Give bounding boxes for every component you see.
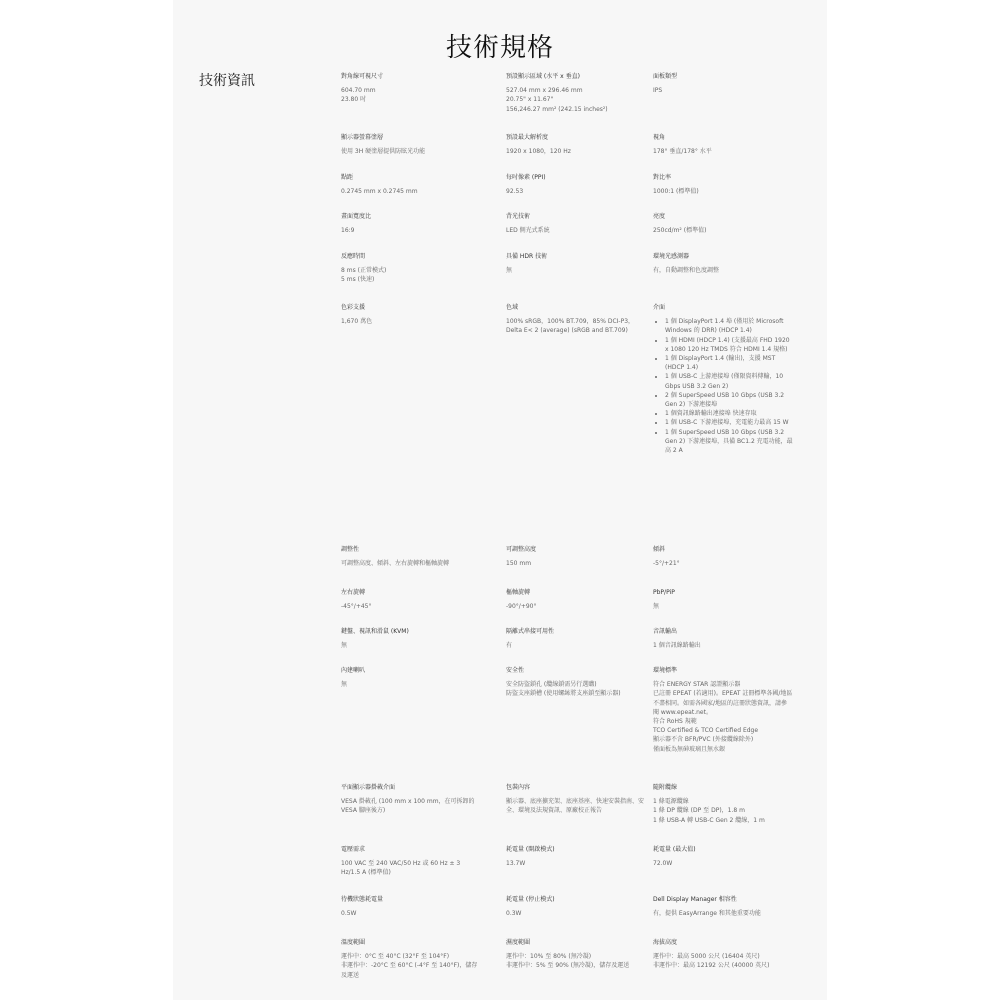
spec-label: 待機狀態耗電量 — [341, 896, 384, 903]
spec-label: 電壓需求 — [341, 846, 366, 853]
spec-item — [653, 303, 793, 455]
spec-label: Dell Display Manager 相容性 — [653, 896, 737, 903]
spec-list-item: • 1 個 DisplayPort 1.4 埠 (僅用於 Microsoft Windows 的 DRR) (HDCP 1.4) — [665, 317, 793, 335]
section-title: 技術資訊 — [199, 73, 255, 89]
spec-value: 1000:1 (標準值) — [653, 188, 699, 196]
spec-label: 反應時間 — [341, 253, 366, 260]
spec-label: 平面顯示器掛載介面 — [341, 784, 396, 791]
spec-list — [653, 317, 793, 455]
spec-label: 隔離式串接可用性 — [506, 628, 555, 635]
spec-value: 0.3W — [506, 910, 522, 918]
spec-item — [506, 895, 646, 918]
spec-item — [341, 627, 481, 650]
spec-label: 環境光感測器 — [653, 253, 690, 260]
spec-item — [653, 845, 793, 868]
spec-label: 鍵盤、視訊和滑鼠 (KVM) — [341, 628, 409, 635]
spec-item — [506, 783, 646, 816]
spec-value: 1920 x 1080，120 Hz — [506, 148, 571, 156]
spec-list-item: • 1 個 USB-C 上游連接埠 (僅限資料傳輸，10 Gbps USB 3.2 Gen 2) — [665, 372, 793, 390]
spec-value: 0.5W — [341, 910, 357, 918]
spec-value: -90°/+90° — [506, 603, 537, 611]
spec-label: 傾斜 — [653, 546, 666, 553]
spec-item — [506, 72, 646, 114]
spec-label: 環境標準 — [653, 667, 678, 674]
spec-value: LED 側光式系統 — [506, 227, 550, 235]
spec-value: 1,670 萬色 — [341, 318, 373, 326]
spec-item — [506, 666, 646, 699]
spec-label: 左右旋轉 — [341, 589, 366, 596]
spec-value: 8 ms (正常模式) 5 ms (快速) — [341, 267, 387, 284]
spec-list-item: • 1 個 USB-C 下游連接埠，充電能力最高 15 W — [665, 418, 793, 427]
spec-label: 顯示器螢幕塗層 — [341, 134, 384, 141]
spec-item — [341, 133, 481, 156]
spec-item — [653, 252, 793, 275]
spec-value: 有 — [506, 642, 513, 650]
spec-list-item: • 1 個 DisplayPort 1.4 (輸出)，支援 MST (HDCP 1.4) — [665, 354, 793, 372]
spec-label: 具備 HDR 技術 — [506, 253, 548, 260]
spec-item — [341, 303, 481, 326]
spec-label: 海拔高度 — [653, 939, 678, 946]
spec-item — [341, 545, 481, 568]
spec-value: 運作中：0°C 至 40°C (32°F 至 104°F) 非運作中：-20°C 至 60°C (-4°F 至 140°F)，儲存及運送 — [341, 953, 478, 979]
spec-value: 無 — [341, 642, 348, 650]
spec-label: 亮度 — [653, 213, 666, 220]
spec-item — [506, 845, 646, 868]
spec-label: 包裝內容 — [506, 784, 531, 791]
spec-value: 100% sRGB，100% BT.709，85% DCI-P3，Delta E< 2 (average) (sRGB and BT.709) — [506, 318, 635, 335]
spec-item — [341, 252, 481, 285]
spec-value: 可調整高度、傾斜、左右旋轉和樞軸旋轉 — [341, 560, 450, 568]
spec-item — [506, 938, 646, 971]
spec-label: 預設顯示區域 (水平 x 垂直) — [506, 73, 580, 80]
page-title: 技術規格 — [445, 33, 554, 63]
spec-item — [653, 588, 793, 611]
spec-item — [653, 173, 793, 196]
spec-list-item: • 1 個 SuperSpeed USB 10 Gbps (USB 3.2 Gen 2) 下游連接埠，具備 BC1.2 充電功能，最高 2 A — [665, 428, 793, 456]
spec-value: 92.53 — [506, 188, 524, 196]
spec-item — [341, 845, 481, 878]
spec-value: 無 — [653, 603, 660, 611]
spec-label: 安全性 — [506, 667, 525, 674]
spec-value: 顯示器、底座擴充架、底座基座、快速安裝指南、安全、環境及法規資訊、原廠校正報告 — [506, 798, 645, 815]
spec-label: 耗電量 (開啟模式) — [506, 846, 555, 853]
spec-item — [653, 938, 793, 971]
spec-value: 有，提供 EasyArrange 和其他重要功能 — [653, 910, 761, 918]
spec-label: 耗電量 (停止模式) — [506, 896, 555, 903]
spec-value: 無 — [506, 267, 513, 275]
spec-value: 16:9 — [341, 227, 355, 235]
spec-label: 每吋像素 (PPI) — [506, 174, 546, 181]
spec-item — [341, 212, 481, 235]
spec-item — [506, 627, 646, 650]
spec-page — [173, 0, 827, 1000]
spec-label: 調整性 — [341, 546, 360, 553]
spec-value: 1 條電源纜線 1 條 DP 纜線 (DP 至 DP)，1.8 m 1 條 USB-A 轉 USB-C Gen 2 纜線，1 m — [653, 798, 765, 824]
spec-item — [653, 133, 793, 156]
spec-label: 點距 — [341, 174, 354, 181]
spec-label: 面板類型 — [653, 73, 678, 80]
spec-value: VESA 掛載孔 (100 mm x 100 mm，在可拆卸的 VESA 腳座後方) — [341, 798, 475, 815]
spec-label: 預設最大解析度 — [506, 134, 549, 141]
spec-label: 視角 — [653, 134, 666, 141]
spec-value: 安全防盜鎖孔 (纜線鎖需另行選購) 防盜支座鎖槽 (使用螺絲將支座鎖至顯示器) — [506, 681, 621, 698]
spec-item — [341, 72, 481, 105]
spec-label: 隨附纜線 — [653, 784, 678, 791]
spec-item — [653, 72, 793, 95]
spec-value: 符合 ENERGY STAR 認證顯示器 已註冊 EPEAT (若適用)。EPEAT 註冊標準各國/地區不盡相同。如需各國家/地區的註冊狀態資訊，請參閱 www.epeat.net。 符合 RoHS 規範 TCO Certified & TCO Certified Edge 顯示器不含 BFR/PVC (外接纜線除外) 僅面板為無砷玻璃且無水銀 — [653, 681, 793, 753]
spec-label: PbP/PiP — [653, 589, 675, 596]
spec-label: 溫度範圍 — [341, 939, 366, 946]
spec-item — [506, 588, 646, 611]
spec-value: -45°/+45° — [341, 603, 372, 611]
spec-label: 對角線可視尺寸 — [341, 73, 384, 80]
spec-label: 內建喇叭 — [341, 667, 366, 674]
spec-value: -5°/+21° — [653, 560, 680, 568]
spec-item — [653, 666, 793, 754]
spec-value: 13.7W — [506, 860, 526, 868]
spec-label: 色域 — [506, 304, 519, 311]
spec-label: 音訊輸出 — [653, 628, 678, 635]
spec-value: 使用 3H 硬塗層提供防眩光功能 — [341, 148, 426, 156]
spec-value: 0.2745 mm x 0.2745 mm — [341, 188, 418, 196]
spec-label: 耗電量 (最大值) — [653, 846, 696, 853]
spec-item — [653, 627, 793, 650]
spec-value: 運作中：最高 5000 公尺 (16404 英尺) 非運作中：最高 12192 公尺 (40000 英尺) — [653, 953, 770, 970]
spec-value: 有，自動調整和色度調整 — [653, 267, 720, 275]
spec-value: 1 個音訊線路輸出 — [653, 642, 701, 650]
spec-label: 畫面寬度比 — [341, 213, 372, 220]
spec-label: 背光技術 — [506, 213, 531, 220]
spec-item — [341, 783, 481, 816]
spec-label: 介面 — [653, 304, 666, 311]
spec-value: 250cd/m² (標準值) — [653, 227, 707, 235]
spec-value: IPS — [653, 87, 663, 95]
spec-label: 可調整高度 — [506, 546, 537, 553]
spec-item — [506, 545, 646, 568]
spec-list-item: • 1 個資訊線路輸出連接埠 快速存取 — [665, 409, 793, 418]
spec-item — [506, 173, 646, 196]
spec-value: 100 VAC 至 240 VAC/50 Hz 或 60 Hz ± 3 Hz/1.5 A (標準值) — [341, 860, 461, 877]
spec-item — [653, 895, 793, 918]
spec-item — [341, 895, 481, 918]
spec-item — [341, 666, 481, 689]
spec-list-item: • 2 個 SuperSpeed USB 10 Gbps (USB 3.2 Gen 2) 下游連接埠 — [665, 391, 793, 409]
spec-value: 無 — [341, 681, 348, 689]
spec-value: 72.0W — [653, 860, 673, 868]
spec-item — [506, 252, 646, 275]
spec-value: 527.04 mm x 296.46 mm 20.75" x 11.67" 156,246.27 mm² (242.15 inches²) — [506, 87, 608, 113]
spec-item — [506, 212, 646, 235]
spec-item — [341, 588, 481, 611]
spec-value: 運作中：10% 至 80% (無冷凝) 非運作中：5% 至 90% (無冷凝)，儲存及運送 — [506, 953, 630, 970]
spec-label: 色彩支援 — [341, 304, 366, 311]
spec-list-item: • 1 個 HDMI (HDCP 1.4) (支援最高 FHD 1920 x 1080 120 Hz TMDS 符合 HDMI 1.4 規格) — [665, 336, 793, 354]
spec-value: 150 mm — [506, 560, 532, 568]
spec-item — [653, 545, 793, 568]
spec-label: 濕度範圍 — [506, 939, 531, 946]
spec-item — [341, 938, 481, 980]
spec-value: 178° 垂直/178° 水平 — [653, 148, 712, 156]
spec-item — [653, 783, 793, 825]
spec-value: 604.70 mm 23.80 吋 — [341, 87, 376, 104]
spec-label: 樞軸旋轉 — [506, 589, 531, 596]
spec-item — [653, 212, 793, 235]
spec-label: 對比率 — [653, 174, 672, 181]
spec-item — [506, 303, 646, 336]
spec-item — [341, 173, 481, 196]
spec-item — [506, 133, 646, 156]
